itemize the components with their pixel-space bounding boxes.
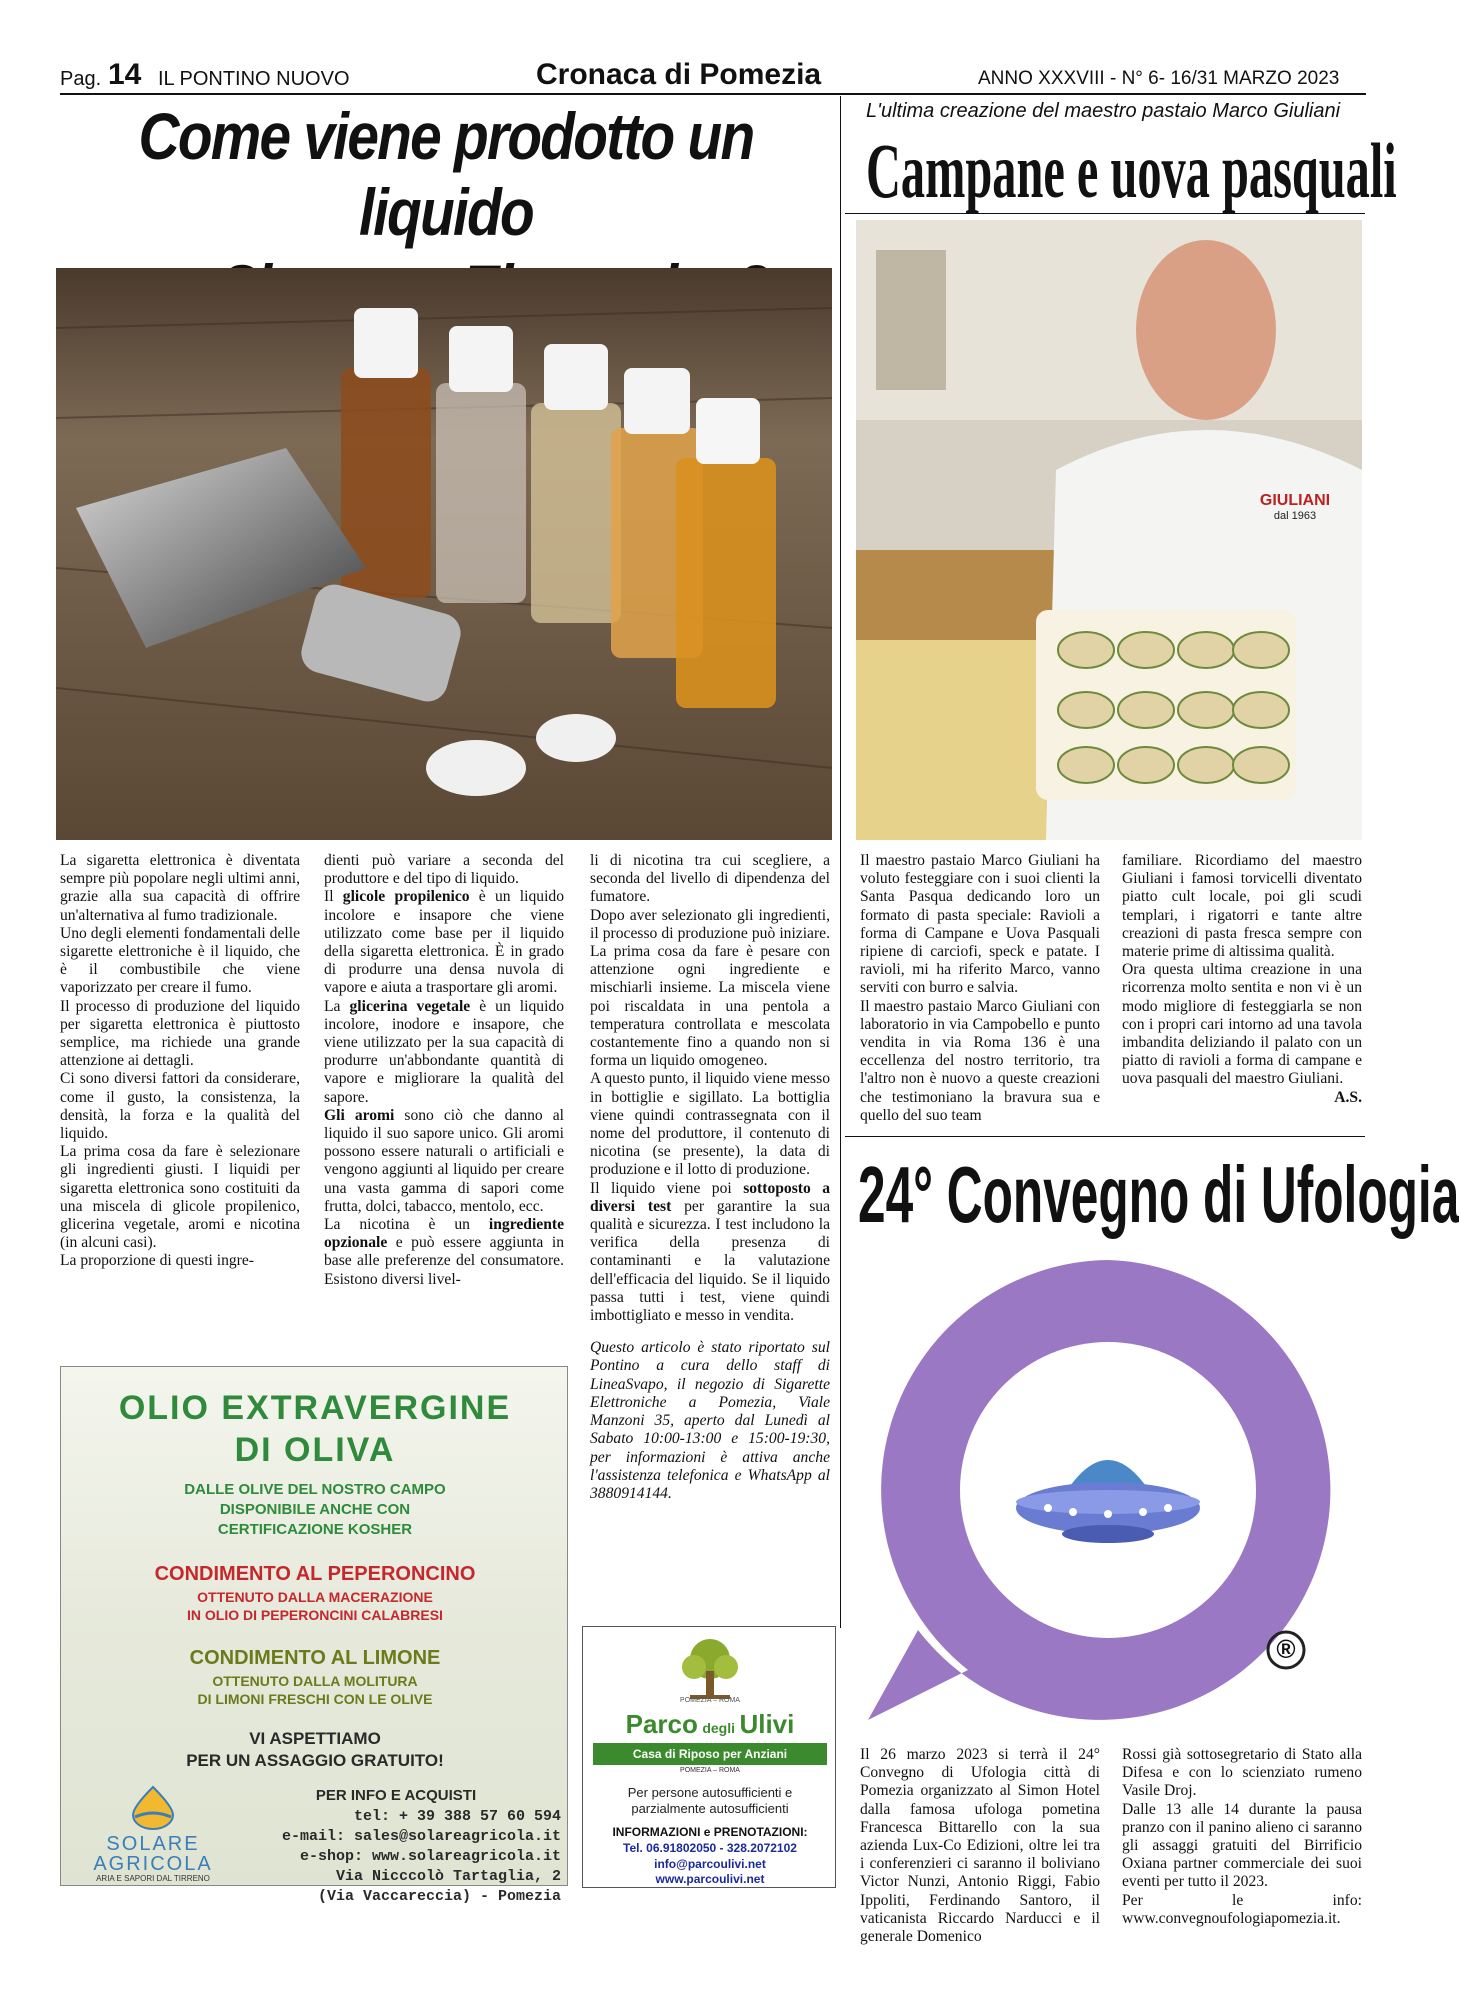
article3-column-1: Il 26 marzo 2023 si terrà il 24° Convegno di Ufologia città di Pomezia organizzato al Simon Hotel dalla famosa ufologa pometina Francesca Bittarello con la sua azienda Lux-Co Edizioni, oltre lei tra i conferenzieri ci saranno il boliviano Victor Nunzi, Antonio Riggi, Fabio Ippoliti, Ferdinando Santoro, il vaticanista Riccardo Narducci e il generale Domenico [860,1746,1100,1946]
ecig-bottles-illustration [56,268,832,840]
article1-column-3: li di nicotina tra cui scegliere, a seconda del livello di dipendenza del fumatore. Dopo aver selezionato gli ingredienti, il processo di produzione può iniziare. La prima cosa da fare è pesare con attenzione ogni ingrediente e mischiarli insieme. La miscela viene poi riscaldata in una pentola a temperatura controllata e mescolata costantemente fino a quando non si forma un liquido omogeneo. A questo punto, il liquido viene messo in bottiglie e sigillato. La bottiglia viene quindi contrassegnata con il nome del produttore, il contenuto di nicotina (se presente), la data di produzione e il lotto di produzione. Il liquido viene poi sottoposto a diversi test per garantire la sua qualità e sicurezza. I test includono la verifica della presenza di contaminanti e la valutazione dell'efficacia del liquido. Se il liquido passa tutti i test, viene quindi imbottigliato e messo in vendita. Questo articolo è stato riportato sul Pontino a cura dello staff di LineaSvapo, il negozio di Sigarette Elettroniche a Pomezia, Viale Manzoni 35, aperto dal Lunedì al Sabato 10:00-13:00 e 15:00-19:30, per informazioni è attiva anche l'assistenza telefonica e WhatsApp al 3880914144. [590,852,831,1502]
ad-peperoncino-title: CONDIMENTO AL PEPERONCINO [154,1563,476,1585]
article1-column-1: La sigaretta elettronica è diventata sempre più popolare negli ultimi anni, grazie alla sua capacità di offrire un'alternativa al fumo tradizionale. Uno degli elementi fondamentali delle sigarette elettroniche è il liquido, che è il combustibile che viene vaporizzato per creare il fumo. Il processo di produzione del liquido per sigaretta elettronica è piuttosto semplice, ma richiede una grande attenzione ai dettagli. Ci sono diversi fattori da considerare, come il gusto, la consistenza, la densità, la forza e la qualità del liquido. La prima cosa da fare è selezionare gli ingredienti giusti. I liquidi per sigaretta elettronica sono costituiti da una miscela di glicole propilenico, glicerina vegetale, aromi e nicotina (in alcuni casi). La proporzione di questi ingre- [60,852,300,1270]
ad-olio-sub-2: DISPONIBILE ANCHE CON [219,1501,411,1518]
parco-logo-sub: POMEZIA – ROMA [680,1697,740,1704]
horizontal-divider [845,1136,1365,1137]
advert-solare-agricola [60,1366,568,1905]
header-rule [60,93,1366,95]
ad-limone-sub-2: DI LIMONI FRESCHI CON LE OLIVE [197,1691,433,1707]
paper-name: IL PONTINO NUOVO [158,68,350,90]
registered-mark: ® [1276,1634,1296,1664]
ad-address-2: (Via Vaccareccia) - Pomezia [317,1888,561,1905]
page-number: 14 [108,58,142,91]
ad-olio-sub-3: CERTIFICAZIONE KOSHER [217,1521,413,1538]
section-title: Cronaca di Pomezia [536,58,822,91]
article1-column-2: dienti può variare a seconda del produttore e del tipo di liquido. Il glicole propilenico è un liquido incolore e insapore che viene utilizzato come base per il liquido della sigaretta elettronica. È in grado di produrre una densa nuvola di vapore e aiuta a trasportare gli aromi. La glicerina vegetale è un liquido incolore, inodore e insapore, che viene utilizzato per la sua capacità di produrre un'abbondante quantità di vapore e migliorare la qualità del sapore. Gli aromi sono ciò che danno al liquido il suo sapore unico. Gli aromi possono essere naturali o artificiali e vengono aggiunti al liquido per creare una vasta gamma di sapori come frutta, dolci, tabacco, mentolo, ecc. La nicotina è un ingrediente opzionale e può essere aggiunta in base alle preferenze del consumatore. Esistono diversi livel- [324,852,564,1288]
ufology-logo [858,1250,1362,1730]
page-header [60,58,1366,92]
article1-source-note: Questo articolo è stato riportato sul Pontino a cura dello staff di LineaSvapo, il negozio di Sigarette Elettroniche a Pomezia, Viale Manzoni 35, aperto dal Lunedì al Sabato 10:00-13:00 e 15:00-19:30, per informazioni è attiva anche l'assistenza telefonica e WhatsApp al 3880914144. [590,1339,830,1502]
pasta-maker-illustration [856,220,1362,840]
headline-line-1: Come viene prodotto un liquido [138,99,754,249]
ad-invite-1: VI ASPETTIAMO [249,1729,381,1748]
parco-web: www.parcoulivi.net [655,1872,765,1886]
ad-olio-sub-1: DALLE OLIVE DEL NOSTRO CAMPO [184,1481,446,1498]
ad-info-title: PER INFO E ACQUISTI [315,1787,477,1804]
parco-info-1: INFORMAZIONI e PRENOTAZIONI: [612,1825,808,1839]
ad-peperoncino-sub-2: IN OLIO DI PEPERONCINI CALABRESI [187,1607,443,1623]
solare-agricola-logo: SOLARE AGRICOLA ARIA E SAPORI DAL TIRRENO [83,1785,223,1883]
article2-headline: Campane e uova pasquali [866,127,1397,214]
article2-signature: A.S. [1334,1088,1362,1106]
ad-address-1: Via Nicccolò Tartaglia, 2 [335,1868,561,1885]
ad-tel: tel: + 39 388 57 60 594 [353,1808,561,1825]
vertical-divider [840,96,841,1628]
parco-band: Casa di Riposo per Anziani [593,1743,827,1765]
article2-column-1: Il maestro pastaio Marco Giuliani ha voluto festeggiare con i suoi clienti la Santa Pasqua dedicando loro un formato di pasta speciale: Ravioli a forma di Campane e Uova Pasquali ripiene di carciofi, speck e patate. I ravioli, mi ha riferito Marco, vanno serviti con burro e salvia. Il maestro pastaio Marco Giuliani con laboratorio in via Campobello e punto vendita in via Roma 136 è una eccellenza del nostro territorio, tra l'altro non è nuovo a queste creazioni che testimoniano la bravura sua e quello del suo team [860,852,1100,1124]
ad-olio-title-2: DI OLIVA [234,1431,396,1469]
advert-parco-ulivi [582,1626,836,1888]
ad-olio-title-1: OLIO EXTRAVERGINE [118,1389,512,1427]
ad-eshop: e-shop: www.solareagricola.it [299,1848,561,1865]
ad-email: e-mail: sales@solareagricola.it [281,1828,561,1845]
ecig-photo [56,268,832,840]
apron-logo: GIULIANI dal 1963 [1259,492,1331,522]
article2-column-2: familiare. Ricordiamo del maestro Giuliani i famosi torvicelli diventato piatto cult locale, poi gli scudi templari, i rigatorri e tante altre creazioni di pasta fresca sempre con materie prime di altissima qualità. Ora questa ultima creazione in una ricorrenza molto sentita e non vi è un modo migliore di festeggiarla se non con i propri cari intorno ad una tavola imbandita deliziando il palato con un piatto di ravioli a forma di campane e uova pasquali del maestro Giuliani. A.S. [1122,852,1362,1106]
parco-desc-1: Per persone autosufficienti e [627,1785,793,1800]
ad-limone-sub-1: OTTENUTO DALLA MOLITURA [212,1673,418,1689]
parco-band-sub: POMEZIA – ROMA [680,1767,740,1774]
parco-info-2: Tel. 06.91802050 - 328.2072102 [623,1841,797,1855]
parco-email: info@parcoulivi.net [654,1857,766,1871]
ad-info-block [231,1807,561,1907]
parco-name: Parco degli Ulivi [625,1709,795,1739]
ad-peperoncino-sub-1: OTTENUTO DALLA MACERAZIONE [197,1589,433,1605]
article2-kicker: L'ultima creazione del maestro pastaio Marco Giuliani [866,100,1341,122]
article3-column-2: Rossi già sottosegretario di Stato alla Difesa e con lo scienziato rumeno Vasile Droj. Dalle 13 alle 14 durante la pausa pranzo con il panino alieno ci saranno gli assaggi gratuiti del Birrificio Oxiana partner commerciale dei suoi eventi per tutto il 2023. Per le info: www.convegnoufologiapomezia.it. [1122,1746,1362,1927]
article3-headline: 24° Convegno di Ufologia [858,1150,1459,1239]
pasta-maker-photo [856,220,1362,840]
issue-info: ANNO XXXVIII - N° 6- 16/31 MARZO 2023 [978,68,1340,89]
parco-desc-2: parzialmente autosufficienti [631,1801,789,1816]
drop-sun-icon [123,1785,183,1829]
ad-invite-2: PER UN ASSAGGIO GRATUITO! [186,1751,444,1770]
pag-label: Pag. [60,68,102,90]
ad-limone-title: CONDIMENTO AL LIMONE [189,1647,441,1669]
